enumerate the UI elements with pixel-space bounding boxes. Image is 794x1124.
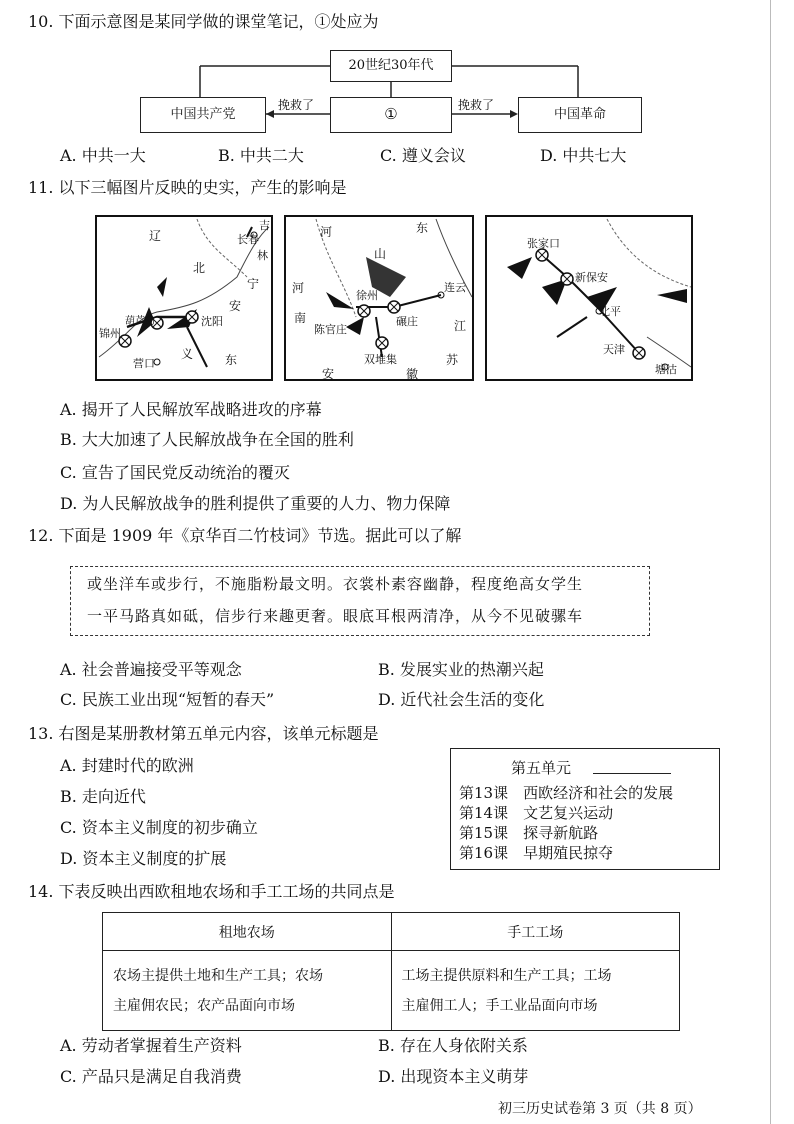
map1-label-ji: 吉 bbox=[259, 219, 270, 232]
map3-label-tanggu: 塘沽 bbox=[655, 363, 677, 376]
arrow-right-label: 挽救了 bbox=[458, 98, 495, 112]
diagram-right-box: 中国革命 bbox=[518, 97, 642, 133]
cell-workshop-line-2: 主雇佣工人；手工业品面向市场 bbox=[401, 997, 598, 1014]
diagram-top-box: 20世纪30年代 bbox=[330, 50, 452, 82]
cell-rental-farm bbox=[103, 951, 392, 1031]
q11-option-d[interactable]: D. 为人民解放战争的胜利提供了重要的人力、物力保障 bbox=[60, 494, 451, 513]
map3-label-zhangjiakou: 张家口 bbox=[527, 237, 560, 250]
cell-handicraft-workshop bbox=[391, 951, 680, 1031]
map1-label-bei: 北 bbox=[193, 261, 206, 275]
map2-label-nianzhuang: 碾庄 bbox=[396, 315, 418, 328]
map1-label-changchun: 长春 bbox=[237, 233, 259, 246]
q12-option-a[interactable]: A. 社会普遍接受平等观念 bbox=[60, 660, 242, 679]
q13-stem: 13. 右图是某册教材第五单元内容，该单元标题是 bbox=[28, 724, 379, 743]
map-huaihai bbox=[284, 215, 474, 381]
map1-label-an: 安 bbox=[229, 299, 242, 313]
map1-label-yingkou: 营口 bbox=[133, 357, 155, 370]
q14-stem: 14. 下表反映出西欧租地农场和手工工场的共同点是 bbox=[28, 882, 395, 901]
q11-stem: 11. 以下三幅图片反映的史实，产生的影响是 bbox=[28, 178, 347, 197]
q14-option-b[interactable]: B. 存在人身依附关系 bbox=[378, 1036, 528, 1055]
map1-label-shenyang: 沈阳 bbox=[201, 315, 223, 328]
map2-label-nan: 南 bbox=[294, 311, 307, 325]
map1-label-huludao: 葫芦岛 bbox=[125, 316, 155, 327]
q10-option-d[interactable]: D. 中共七大 bbox=[540, 146, 627, 165]
map2-label-shan: 山 bbox=[374, 247, 387, 261]
q13-option-c[interactable]: C. 资本主义制度的初步确立 bbox=[60, 818, 258, 837]
map2-label-dong: 东 bbox=[416, 221, 429, 235]
map2-label-su: 苏 bbox=[446, 353, 459, 367]
q13-option-d[interactable]: D. 资本主义制度的扩展 bbox=[60, 849, 227, 868]
map-pingjin bbox=[485, 215, 693, 381]
cell-rental-farm-line-1: 农场主提供土地和生产工具；农场 bbox=[113, 967, 323, 984]
q10-option-a[interactable]: A. 中共一大 bbox=[60, 146, 146, 165]
q14-option-c[interactable]: C. 产品只是满足自我消费 bbox=[60, 1067, 242, 1086]
q12-option-d[interactable]: D. 近代社会生活的变化 bbox=[378, 690, 545, 709]
q12-option-c[interactable]: C. 民族工业出现“短暂的春天” bbox=[60, 690, 275, 709]
q13-option-b[interactable]: B. 走向近代 bbox=[60, 787, 146, 806]
q14-option-d[interactable]: D. 出现资本主义萌芽 bbox=[378, 1067, 529, 1086]
q10-stem: 10. 下面示意图是某同学做的课堂笔记，①处应为 bbox=[28, 12, 379, 31]
q12-stem: 12. 下面是 1909 年《京华百二竹枝词》节选。据此可以了解 bbox=[28, 526, 462, 545]
map2-label-chenguanzhuang: 陈官庄 bbox=[314, 323, 347, 336]
page-footer: 初三历史试卷第 3 页（共 8 页） bbox=[498, 1101, 702, 1117]
header-rental-farm: 租地农场 bbox=[103, 913, 392, 951]
map3-label-tianjin: 天津 bbox=[603, 343, 625, 356]
q11-option-c[interactable]: C. 宣告了国民党反动统治的覆灭 bbox=[60, 463, 290, 482]
q14-option-a[interactable]: A. 劳动者掌握着生产资料 bbox=[60, 1036, 242, 1055]
cell-workshop-line-1: 工场主提供原料和生产工具；工场 bbox=[401, 967, 612, 984]
lesson-13: 第13课 西欧经济和社会的发展 bbox=[459, 784, 674, 802]
arrow-left-label: 挽救了 bbox=[278, 98, 315, 112]
lesson-16: 第16课 早期殖民掠夺 bbox=[459, 844, 614, 862]
map2-label-lianyun: 连云 bbox=[444, 281, 466, 294]
diagram-center-box: ① bbox=[330, 97, 452, 133]
poem-box bbox=[70, 566, 650, 636]
map1-label-jinzhou: 锦州 bbox=[99, 327, 121, 340]
unit-title-blank bbox=[593, 773, 671, 774]
cell-rental-farm-line-2: 主雇佣农民；农产品面向市场 bbox=[113, 997, 295, 1014]
map2-label-he: 河 bbox=[320, 225, 333, 239]
map2-label-he2: 河 bbox=[292, 281, 305, 295]
q10-option-b[interactable]: B. 中共二大 bbox=[218, 146, 304, 165]
unit-title: 第五单元 bbox=[511, 759, 572, 777]
map1-label-dong: 东 bbox=[225, 353, 238, 367]
map2-label-jiang: 江 bbox=[454, 319, 467, 333]
map3-label-beiping: 北平 bbox=[599, 305, 621, 318]
map1-label-lin: 林 bbox=[257, 249, 268, 262]
diagram-left-box: 中国共产党 bbox=[140, 97, 266, 133]
q11-option-a[interactable]: A. 揭开了人民解放军战略进攻的序幕 bbox=[60, 400, 322, 419]
unit-contents-box bbox=[450, 748, 720, 870]
page-margin-line bbox=[770, 0, 771, 1124]
q13-option-a[interactable]: A. 封建时代的欧洲 bbox=[60, 756, 194, 775]
map2-label-shuangduiji: 双堆集 bbox=[364, 353, 397, 366]
map2-label-hui: 徽 bbox=[406, 367, 419, 381]
map2-label-an: 安 bbox=[322, 367, 335, 381]
poem-line-1: 或坐洋车或步行，不施脂粉最文明。衣裳朴素容幽静，程度绝高女学生 bbox=[87, 575, 584, 593]
lesson-14: 第14课 文艺复兴运动 bbox=[459, 804, 614, 822]
lesson-15: 第15课 探寻新航路 bbox=[459, 824, 599, 842]
poem-line-2: 一平马路真如砥，信步行来趣更奢。眼底耳根两清净，从今不见破骡车 bbox=[87, 607, 584, 625]
q10-option-c[interactable]: C. 遵义会议 bbox=[380, 146, 466, 165]
map2-label-xuzhou: 徐州 bbox=[356, 289, 378, 302]
map3-label-xinbaoan: 新保安 bbox=[575, 271, 608, 284]
q11-option-b[interactable]: B. 大大加速了人民解放战争在全国的胜利 bbox=[60, 430, 354, 449]
map1-label-liao: 辽 bbox=[149, 229, 162, 243]
map1-label-yi: 义 bbox=[181, 347, 194, 361]
comparison-table bbox=[102, 912, 680, 1031]
q12-option-b[interactable]: B. 发展实业的热潮兴起 bbox=[378, 660, 544, 679]
map1-label-ning: 宁 bbox=[247, 277, 260, 291]
map-liaoshen bbox=[95, 215, 273, 381]
header-handicraft-workshop: 手工工场 bbox=[391, 913, 680, 951]
